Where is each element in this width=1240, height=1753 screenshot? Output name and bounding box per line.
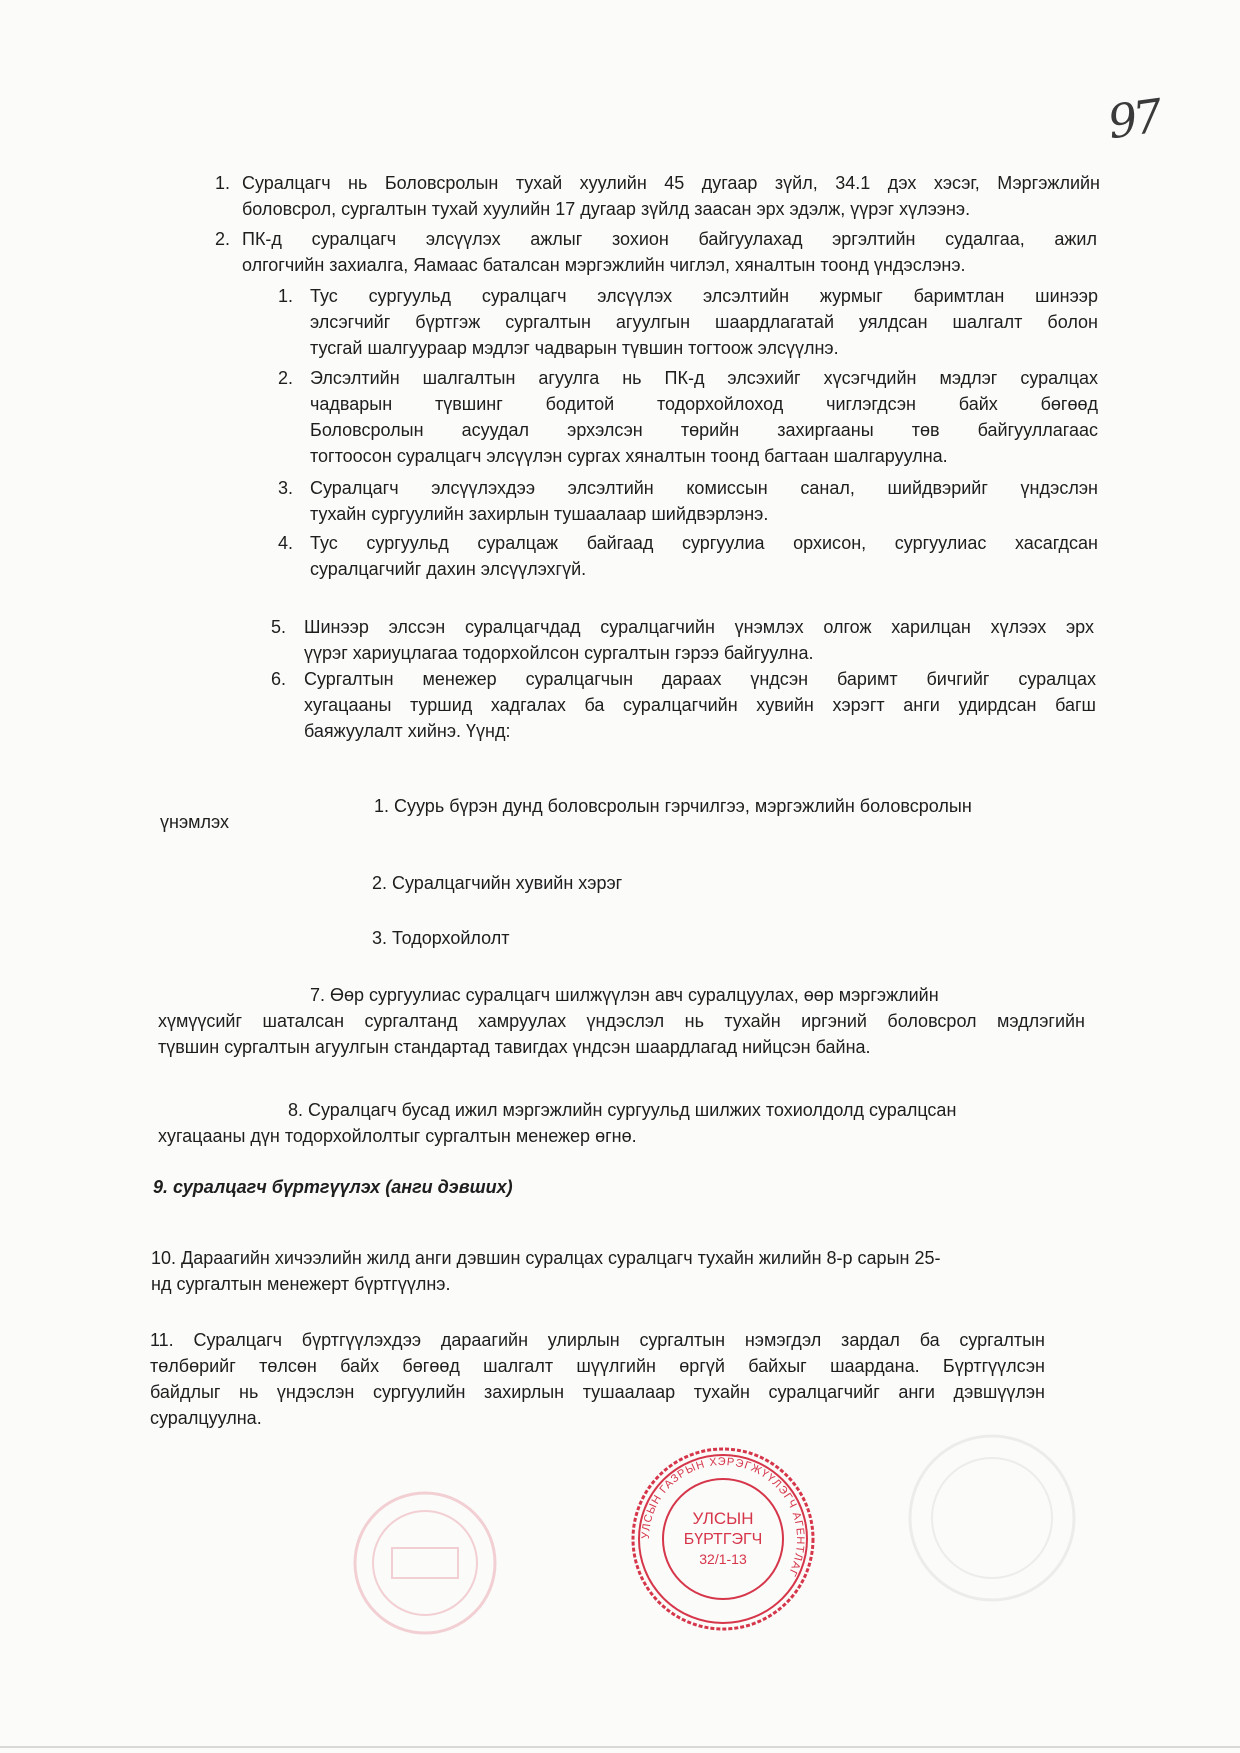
faint-stamp-right: [902, 1428, 1082, 1608]
text-line: Шинээр элссэн суралцагчдад суралцагчийн үнэмлэх олгож харилцан хүлээх эрх: [304, 617, 1094, 637]
text-line: чадварын түвшинг бодитой тодорхойлоход чиглэгдсэн байх бөгөөд: [310, 394, 1098, 414]
text-line: Боловсролын асуудал эрхэлсэн төрийн захиргааны төв байгууллагаас: [310, 420, 1098, 440]
list-item-number: 1.: [277, 286, 293, 306]
list-item-number: 4.: [277, 533, 293, 553]
text-line: 10. Дараагийн хичээлийн жилд анги дэвшин суралцах суралцагч тухайн жилийн 8-р сарын 25-: [151, 1248, 941, 1268]
paragraph-10: [151, 1245, 1081, 1297]
paragraph-11: [150, 1327, 1045, 1431]
list-item-number: 2.: [277, 368, 293, 388]
text-line: Тус сургуульд суралцагч элсүүлэх элсэлтийн журмыг баримтлан шинээр: [310, 286, 1098, 306]
text-line: байдлыг нь үндэслэн сургуулийн захирлын тушаалаар тухайн суралцагчийг анги дэвшүүлэн: [150, 1382, 1045, 1402]
list-item-number: 2.: [214, 229, 230, 249]
scan-edge-line: [0, 1746, 1240, 1748]
text-line: хугацааны туршид хадгалах ба суралцагчийн хувийн хэрэгт анги удирдсан багш: [304, 695, 1096, 715]
section-heading-9: 9. суралцагч бүртгүүлэх (анги дэвших): [153, 1177, 513, 1197]
text-line: тусгай шалгуураар мэдлэг чадварын түвшин тогтоож элсүүлнэ.: [310, 338, 839, 358]
text-line: суралцагчийг дахин элсүүлэхгүй.: [310, 559, 587, 579]
text-line: Тус сургуульд суралцаж байгаад сургуулиа орхисон, сургуулиас хасагдсан: [310, 533, 1098, 553]
text-line: суралцуулна.: [150, 1408, 262, 1428]
text-line: тухайн сургуулийн захирлын тушаалаар шийдвэрлэнэ.: [310, 504, 769, 524]
text-line: 7. Өөр сургуулиас суралцагч шилжүүлэн авч суралцуулах, өөр мэргэжлийн: [310, 985, 939, 1005]
stamp-ring-text: УЛСЫН ГАЗРЫН ХЭРЭГЖҮҮЛЭГЧ АГЕНТЛАГ: [639, 1455, 807, 1579]
text-line: төлбөрийг төлсөн байх бөгөөд шалгалт шүүлгийн өргүй байхыг шаардана. Бүртгүүлсэн: [150, 1356, 1045, 1376]
text-line: элсэгчийг бүртгэж сургалтын агуулгын шаардлагатай уялдсан шалгалт болон: [310, 312, 1098, 332]
list-item-number: 1.: [214, 173, 230, 193]
text-line: нд сургалтын менежерт бүртгүүлнэ.: [151, 1274, 451, 1294]
text-line: 8. Суралцагч бусад ижил мэргэжлийн сургуульд шилжих тохиолдолд суралцсан: [288, 1100, 957, 1120]
text-line: Элсэлтийн шалгалтын агуулга нь ПК-д элсэхийг хүсэгчдийн мэдлэг суралцах: [310, 368, 1098, 388]
text-line: 11. Суралцагч бүртгүүлэхдээ дараагийн улирлын сургалтын нэмэгдэл зардал ба сургалтын: [150, 1330, 1045, 1350]
text-line: боловсрол, сургалтын тухай хуулийн 17 дугаар зүйлд заасан эрх эдэлж, үүрэг хүлээнэ.: [242, 199, 971, 219]
document-item-1: 1. Суурь бүрэн дунд боловсролын гэрчилгээ, мэргэжлийн боловсролын: [374, 796, 972, 816]
list-item-number: 6.: [270, 669, 286, 689]
text-line: Суралцагч элсүүлэхдээ элсэлтийн комиссын санал, шийдвэрийг үндэслэн: [310, 478, 1098, 498]
handwritten-page-number: 97: [1104, 88, 1163, 150]
text-line: үүрэг хариуцлагаа тодорхойлсон сургалтын гэрээ байгуулна.: [304, 643, 814, 663]
svg-text:БҮРТГЭГЧ: БҮРТГЭГЧ: [683, 1531, 763, 1548]
document-item-2: 2. Суралцагчийн хувийн хэрэг: [372, 873, 623, 893]
text-line: хугацааны дүн тодорхойлолтыг сургалтын менежер өгнө.: [158, 1126, 637, 1146]
paragraph-7: [158, 982, 1085, 1060]
text-line: тогтоосон суралцагч элсүүлэн сургах хяналтын тоонд багтаан шалгаруулна.: [310, 446, 948, 466]
text-line: түвшин сургалтын агуулгын стандартад тавигдах үндсэн шаардлагад нийцсэн байна.: [158, 1037, 871, 1057]
document-item-3: 3. Тодорхойлолт: [372, 928, 510, 948]
faint-stamp-left: [350, 1488, 500, 1638]
document-item-1-continuation: үнэмлэх: [160, 812, 229, 832]
list-item-number: 5.: [270, 617, 286, 637]
text-line: Сургалтын менежер суралцагчын дараах үндсэн баримт бичгийг суралцах: [304, 669, 1096, 689]
list-item-number: 3.: [277, 478, 293, 498]
text-line: баяжуулалт хийнэ. Үүнд:: [304, 721, 511, 741]
svg-text:32/1-13: 32/1-13: [699, 1551, 747, 1567]
text-line: Суралцагч нь Боловсролын тухай хуулийн 45 дугаар зүйл, 34.1 дэх хэсэг, Мэргэжлийн: [242, 173, 1100, 193]
official-stamp: [628, 1444, 818, 1634]
text-line: хүмүүсийг шаталсан сургалтанд хамруулах үндэслэл нь тухайн иргэний боловсрол мэдлэгийн: [158, 1011, 1085, 1031]
paragraph-8: [158, 1097, 1085, 1149]
svg-text:УЛСЫН: УЛСЫН: [692, 1509, 754, 1528]
text-line: ПК-д суралцагч элсүүлэх ажлыг зохион байгуулахад эргэлтийн судалгаа, ажил: [242, 229, 1097, 249]
text-line: олгогчийн захиалга, Яамаас баталсан мэргэжлийн чиглэл, хяналтын тоонд үндэслэнэ.: [242, 255, 966, 275]
